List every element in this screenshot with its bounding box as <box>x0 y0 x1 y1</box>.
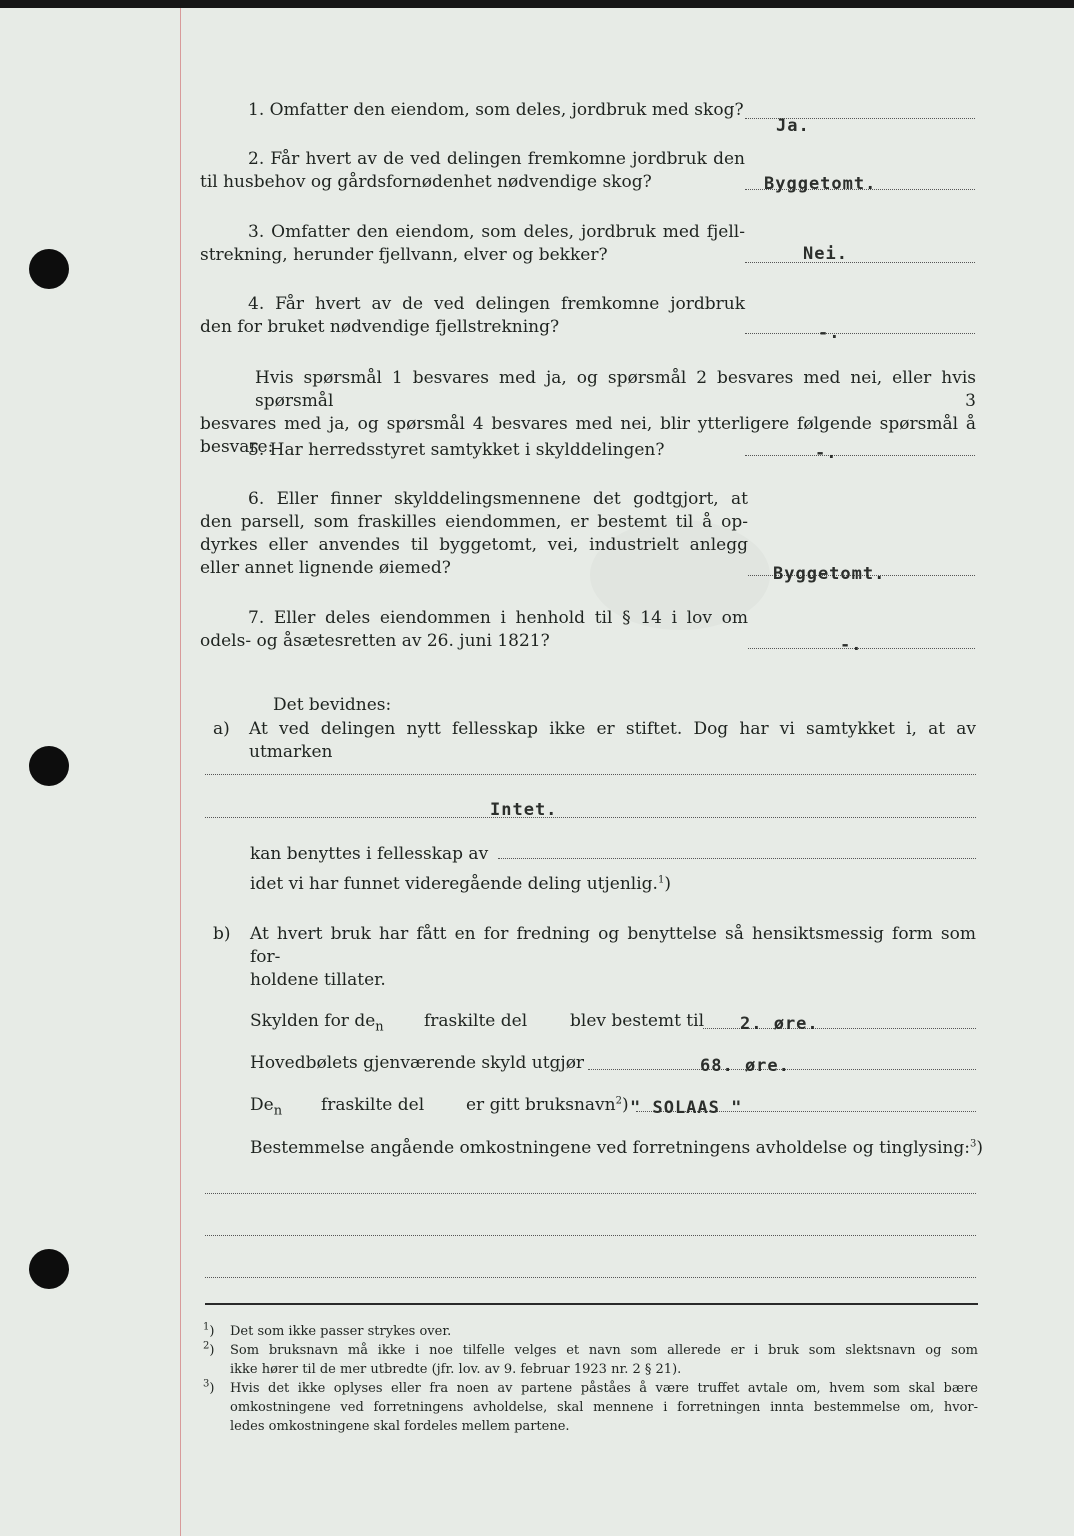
margin-rule <box>180 8 181 1536</box>
fill-value-a: Intet. <box>490 800 558 820</box>
instruction-line: besvares med ja, og spørsmål 4 besvares med nei, blir ytterligere følgende spørsmål å besvare: <box>200 414 976 457</box>
answer-5: -. <box>815 443 838 463</box>
question-7 <box>200 607 748 653</box>
item-b-line: holdene tillater. <box>250 970 386 990</box>
footnote-ref-1: 1 <box>657 874 665 886</box>
footnote-mark: 1 <box>203 1321 210 1333</box>
answer-line-4 <box>745 333 975 334</box>
question-text: den parsell, som fraskilles eiendommen, er bestemt til å op- <box>200 512 748 532</box>
question-text: dyrkes eller anvendes til byggetomt, vei, industrielt anlegg <box>200 535 748 555</box>
reason-text: idet vi har funnet videregående deling utjenlig.$^1$) <box>250 874 671 894</box>
answer-1: Ja. <box>776 116 810 136</box>
question-text: 6. Eller finner skylddelingsmennene det godtgjort, at <box>248 489 748 509</box>
cost-line-3 <box>205 1277 976 1278</box>
item-b-marker: b) <box>213 924 231 944</box>
footnote-ref-2: 2 <box>615 1095 622 1107</box>
question-1 <box>248 99 744 122</box>
answer-7: -. <box>840 635 863 655</box>
footnote-line: Hvis det ikke oplyses eller fra noen av partene påståes å være truffet avtale om, hvem som skal bære <box>230 1381 978 1396</box>
shared-use-label: kan benyttes i fellesskap av <box>250 844 489 864</box>
footnote-line: omkostningene ved forretningens avholdelse, skal mennene i forretningen innta bestemmelse om, hvor- <box>230 1400 978 1415</box>
footnote-ref-3: 3 <box>969 1138 977 1150</box>
item-a-marker: a) <box>213 719 230 739</box>
question-text: 1. Omfatter den eiendom, som deles, jordbruk med skog? <box>248 100 744 120</box>
item-b-text <box>250 923 976 992</box>
question-text: strekning, herunder fjellvann, elver og bekker? <box>200 245 608 265</box>
footnote-2: $^2$) Som bruksnavn må ikke i noe tilfelle velges et navn som allerede er i bruk som slektsnavn og som ikke hører til de mer utbredte (jfr. lov. av 9. februar 1923 nr. 2 § 21). <box>203 1340 978 1377</box>
cost-label <box>250 1137 983 1160</box>
question-3 <box>200 221 745 267</box>
question-text: odels- og åsætesretten av 26. juni 1821? <box>200 631 550 651</box>
question-text: 3. Omfatter den eiendom, som deles, jordbruk med fjell- <box>248 222 745 242</box>
footnote-line: ikke hører til de mer utbredte (jfr. lov. av 9. februar 1923 nr. 2 § 21). <box>230 1362 682 1377</box>
instruction-line: Hvis spørsmål 1 besvares med ja, og spørsmål 2 besvares med nei, eller hvis spørsmål 3 <box>255 368 976 411</box>
cost-line-1 <box>205 1193 976 1194</box>
hoved-label: Hovedbølets gjenværende skyld utgjør <box>250 1053 585 1073</box>
cost-paren: ) <box>976 1138 983 1158</box>
navn-label-2: fraskilte del <box>321 1095 425 1115</box>
fill-line-a1 <box>205 774 976 775</box>
navn-label-3: er gitt bruksnavn$^2$) <box>466 1095 629 1115</box>
footnote-line: ledes omkostningene skal fordeles mellem partene. <box>230 1419 570 1434</box>
footnote-mark: 3 <box>203 1378 210 1390</box>
navn-label-part: De <box>250 1095 274 1115</box>
question-text: eller annet lignende øiemed? <box>200 558 451 578</box>
answer-3: Nei. <box>803 244 848 264</box>
answer-4: -. <box>818 323 841 343</box>
skyld-label-part: Skylden for de <box>250 1011 376 1031</box>
question-text: 2. Får hvert av de ved delingen fremkomne jordbruk den <box>248 149 745 169</box>
answer-line-5 <box>745 455 975 456</box>
question-4 <box>200 293 745 339</box>
item-b-line: At hvert bruk har fått en for fredning og benyttelse så hensiktsmessig form som for- <box>250 924 976 967</box>
item-a-text <box>249 718 976 764</box>
punch-hole-top <box>29 249 69 289</box>
skyld-label-2: fraskilte del <box>424 1011 528 1031</box>
answer-2: Byggetomt. <box>764 174 877 194</box>
question-text: den for bruket nødvendige fjellstrekning? <box>200 317 560 337</box>
question-text: 4. Får hvert av de ved delingen fremkomne jordbruk <box>248 294 745 314</box>
footnote-separator <box>205 1303 978 1305</box>
navn-value: " SOLAAS " <box>630 1098 743 1118</box>
answer-line-3 <box>745 262 975 263</box>
certification-heading: Det bevidnes: <box>273 695 392 715</box>
reason-label: idet vi har funnet videregående deling utjenlig. <box>250 874 658 894</box>
skyld-suffix: n <box>375 1019 384 1035</box>
question-text: til husbehov og gårdsfornødenhet nødvendige skog? <box>200 172 652 192</box>
skyld-label <box>250 1010 384 1033</box>
navn-label-part: er gitt bruksnavn <box>466 1095 616 1115</box>
scan-top-border <box>0 0 1074 8</box>
answer-6: Byggetomt. <box>773 564 886 584</box>
footnote-3: $^3$) Hvis det ikke oplyses eller fra noen av partene påståes å være truffet avtale om, hvem som skal bære omkostningene ved forretningens avholdelse, skal mennene i forretningen innta bestemmelse om, hvor- ledes omkostningene skal fordeles mellem partene. <box>203 1378 978 1434</box>
footnote-line: Som bruksnavn må ikke i noe tilfelle velges et navn som allerede er i bruk som slektsnavn og som <box>230 1343 978 1358</box>
navn-suffix: n <box>273 1103 283 1119</box>
question-5 <box>248 439 665 462</box>
skyld-label-3: blev bestemt til <box>570 1011 705 1031</box>
question-text: 7. Eller deles eiendommen i henhold til § 14 i lov om <box>248 608 748 628</box>
question-2 <box>200 148 745 194</box>
fill-line-a2 <box>205 817 976 818</box>
cost-label-part: Bestemmelse angående omkostningene ved forretningens avholdelse og tinglysing: <box>250 1138 970 1158</box>
fill-line-a3 <box>498 858 976 859</box>
skyld-value: 2. øre. <box>740 1014 819 1034</box>
footnote-1: $^1$) Det som ikke passer strykes over. <box>203 1321 452 1339</box>
question-text: 5. Har herredsstyret samtykket i skylddelingen? <box>248 440 665 460</box>
punch-hole-bottom <box>29 1249 69 1289</box>
navn-label <box>250 1094 282 1117</box>
item-a-line: At ved delingen nytt fellesskap ikke er stiftet. Dog har vi samtykket i, at av utmarken <box>249 719 976 762</box>
punch-hole-middle <box>29 746 69 786</box>
question-6 <box>200 488 748 580</box>
footnote-mark: 2 <box>203 1340 210 1352</box>
hoved-value: 68. øre. <box>700 1056 790 1076</box>
footnote-line: Det som ikke passer strykes over. <box>230 1324 452 1339</box>
cost-line-2 <box>205 1235 976 1236</box>
